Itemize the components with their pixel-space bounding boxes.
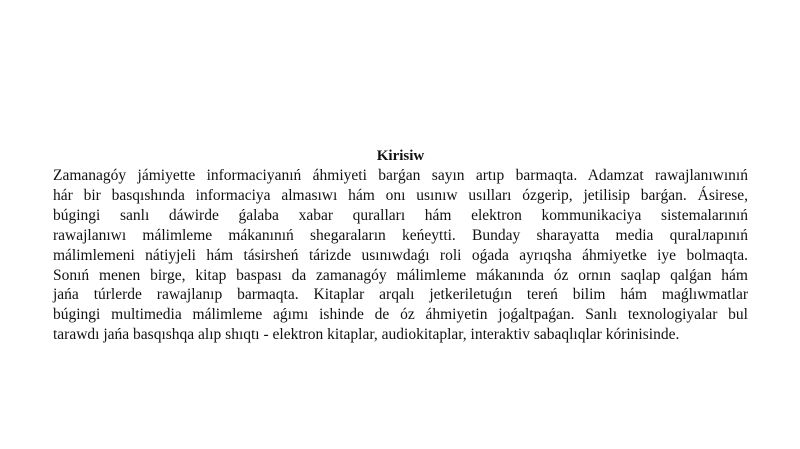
- paragraph-line: Sonıń menen birge, kitap baspası da zamanagóy málimleme mákanında óz ornın saqlap qalǵan hám: [53, 266, 748, 284]
- paragraph-line: Zamanagóy jámiyette informaciyanıń áhmiyeti barǵan sayın artıp barmaqta. Adamzat rawajlanıwınıń: [53, 167, 748, 184]
- paragraph-line: búgingi sanlı dáwirde ǵalaba xabar quralları hám elektron kommunikaciya sistemalarınıń: [53, 206, 748, 224]
- paragraph-line: tarawdı jańa basqıshqa alıp shıqtı - elektron kitaplar, audiokitaplar, interaktiv sabaqlıqlar kórinisinde.: [53, 326, 680, 344]
- section-heading: Kirisiw: [376, 148, 425, 164]
- paragraph-line: jańa túrlerde rawajlanıp barmaqta. Kitaplar arqalı jetkeriletuǵın tereń bilim hám maǵlıwmatlar: [53, 286, 748, 304]
- document-body: [53, 147, 748, 345]
- paragraph-line: hár bir basqıshında informaciya almasıwı hám onı usınıw usılları ózgerip, jetilisip barǵan. Ásirese,: [53, 186, 748, 204]
- paragraph-line: rawajlanıwı málimleme mákanınıń shegaraların keńeytti. Bunday sharayatta media quralларınıń: [53, 226, 748, 244]
- paragraph-line: málimlemeni nátiyjeli hám tásirsheń tárizde usınıwdaǵı roli oǵada ayrıqsha áhmiyetke iye bolmaqta.: [53, 246, 748, 264]
- paragraph-line: búgingi multimedia málimleme aǵımı ishinde de óz áhmiyetin joǵaltpaǵan. Sanlı texnologiyalar bul: [53, 306, 748, 324]
- intro-paragraph: [53, 166, 748, 345]
